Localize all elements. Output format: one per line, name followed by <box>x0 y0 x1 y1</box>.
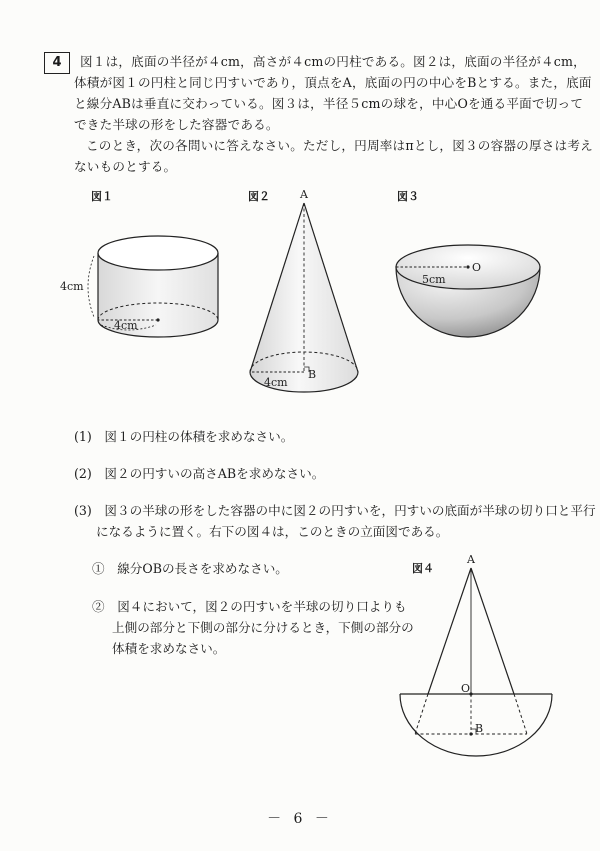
figure-1-label: 図１ <box>91 190 113 203</box>
figure-2-center-label: B <box>308 368 317 381</box>
figure-3-center-label: O <box>472 261 482 274</box>
question-number-box: 4 <box>44 52 70 74</box>
figure-2-apex-label: A <box>300 188 308 201</box>
figure-1-radius-label: 4cm <box>114 319 138 332</box>
figure-3-hemisphere <box>390 225 550 340</box>
figure-4-center-b-label: B <box>475 722 484 735</box>
intro-line-6: ないものとする。 <box>74 159 177 174</box>
page-number: － 6 － <box>267 811 333 827</box>
question-3-sub-2-line-2: 上側の部分と下側の部分に分けるとき，下側の部分の <box>112 620 414 635</box>
figure-4-center-o-label: O <box>461 682 471 695</box>
figure-2-radius-label: 4cm <box>264 376 288 389</box>
question-3-sub-2-line-1: ② 図４において，図２の円すいを半球の切り口よりも <box>92 599 407 614</box>
figure-4-label: 図４ <box>412 562 434 575</box>
intro-line-5: このとき，次の各問いに答えなさい。ただし，円周率はπとし，図３の容器の厚さは考え <box>86 138 593 153</box>
intro-line-2: 体積が図１の円柱と同じ円すいであり，頂点をA，底面の円の中心をBとする。また，底面 <box>74 75 592 90</box>
figure-2-cone <box>240 185 370 400</box>
question-3-line-1: (3) 図３の半球の形をした容器の中に図２の円すいを，円すいの底面が半球の切り口と平行 <box>74 503 596 518</box>
intro-line-3: と線分ABは垂直に交わっている。図３は，半径５cmの球を，中心Oを通る平面で切って <box>74 96 584 111</box>
question-2: (2) 図２の円すいの高さABを求めなさい。 <box>74 466 325 481</box>
figure-4-elevation <box>392 550 562 765</box>
question-3-line-2: になるように置く。右下の図４は，このときの立面図である。 <box>96 524 449 539</box>
figure-4-apex-label: A <box>467 553 475 566</box>
figure-1-cylinder <box>60 215 230 350</box>
figure-3-radius-label: 5cm <box>422 273 446 286</box>
question-1: (1) 図１の円柱の体積を求めなさい。 <box>74 429 294 444</box>
figure-1-height-label: 4cm <box>60 280 84 293</box>
figure-2-label: 図２ <box>248 190 270 203</box>
figure-3-label: 図３ <box>397 190 419 203</box>
intro-line-4: できた半球の形をした容器である。 <box>74 117 279 132</box>
intro-line-1: 図１は，底面の半径が４cm，高さが４cmの円柱である。図２は，底面の半径が４cm， <box>80 54 586 69</box>
question-3-sub-2-line-3: 体積を求めなさい。 <box>112 641 226 656</box>
question-3-sub-1: ① 線分OBの長さを求めなさい。 <box>92 561 288 576</box>
